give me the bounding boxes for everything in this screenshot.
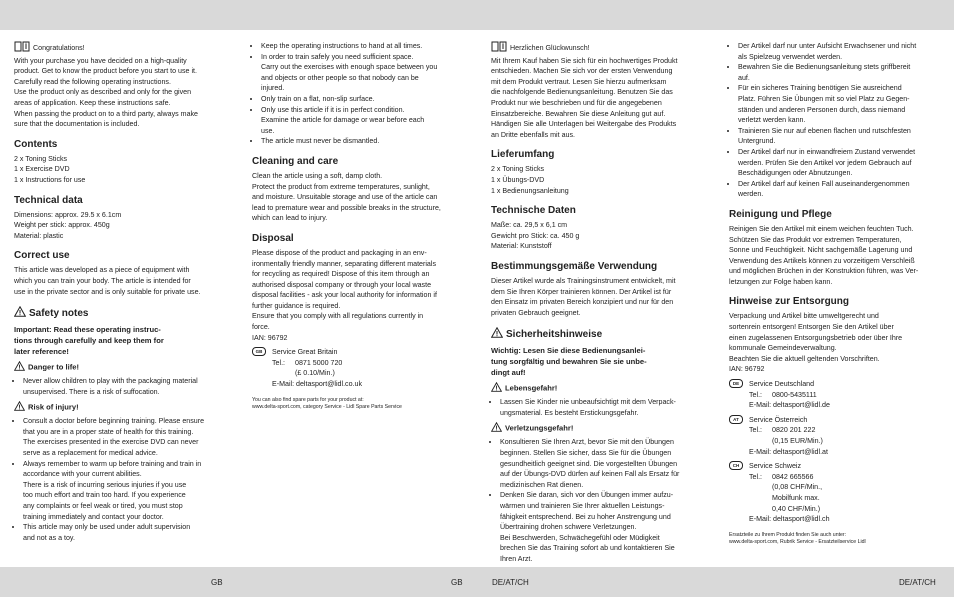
spare-parts-note: You can also find spare parts for your product at: www.delta-sport.com, category Service - Lidl Spare Parts Service xyxy=(252,396,402,411)
page-label-2: GB xyxy=(451,578,463,587)
country-badge: CH xyxy=(729,461,743,470)
intro-text: With your purchase you have decided on a high-quality product. Get to know the product before you start to use it. Carefully read the following operating instructions. Use the product only as described and only for the given areas of application. Keep these instructions safe. When passing the product on to a third party, always make sure that the documentation is included. xyxy=(14,56,199,129)
country-badge: GB xyxy=(252,347,266,356)
service-name: Service Schweiz xyxy=(749,462,802,471)
warning-icon xyxy=(14,306,26,321)
list-item: • This article may only be used under adult supervision and not as a toy. xyxy=(23,522,236,543)
important-note: Wichtig: Lesen Sie diese Bedienungsanlei- tung sorgfältig und bewahren Sie sie unbe- dingt auf! xyxy=(491,346,647,378)
technical-data-heading: Technische Daten xyxy=(491,205,576,217)
list-item: • Konsultieren Sie Ihren Arzt, bevor Sie mit den Übungen beginnen. Stellen Sie sicher, dass Sie für die Übungen gesundheitlich geeignet sind. Die vorgestellten Übungen auf der Übungs-DVD dürfen auf keinen Fall als Ersatz für medizinischen Rat dienen. xyxy=(500,437,713,490)
safety-list-continued xyxy=(252,41,474,147)
column-gb-1 xyxy=(14,41,236,543)
service-name: Service Great Britain xyxy=(272,348,338,357)
list-item: • Denken Sie daran, sich vor den Übungen immer aufzu- wärmen und trainieren Sie Ihrer aktuellen Leistungs- fähigkeit entsprechend. Bei zu hoher Anstrengung und Übertraining drohen schwere Verletzungen. Bei Beschwerden, Schwächegefühl oder Müdigkeit brechen Sie das Training sofort ab und kontaktieren Sie Ihren Arzt. xyxy=(500,490,713,564)
ian-number: IAN: 96792 xyxy=(729,365,765,374)
service-gb: GB Service Great Britain Tel.: 0871 5000 720 (£ 0.10/Min.) E-Mail: deltasport@lidl.co.uk xyxy=(252,347,474,389)
correct-use-heading: Bestimmungsgemäße Verwendung xyxy=(491,260,658,272)
contents-heading: Contents xyxy=(14,138,58,150)
warning-icon xyxy=(14,361,25,374)
danger-list xyxy=(14,376,236,397)
service-name: Service Deutschland xyxy=(749,380,815,389)
injury-heading: Verletzungsgefahr! xyxy=(491,422,713,435)
bottom-bar xyxy=(0,567,954,597)
column-de-1 xyxy=(491,41,713,565)
technical-data: Maße: ca. 29,5 x 6,1 cm Gewicht pro Stick: ca. 450 g Material: Kunststoff xyxy=(491,221,580,251)
congrats-text: Congratulations! xyxy=(33,44,85,53)
list-item: • Never allow children to play with the packaging material unsupervised. There is a risk of suffocation. xyxy=(23,376,236,397)
technical-data-heading: Technical data xyxy=(14,194,83,206)
service-email: E-Mail: deltasport@lidl.co.uk xyxy=(272,380,362,389)
country-badge: AT xyxy=(729,415,743,424)
correct-use-text: Dieser Artikel wurde als Trainingsinstrument entwickelt, mit dem Sie Ihren Körper trainieren können. Der Artikel ist für den Einsatz im privaten Bereich konzipiert und nur für den privaten Gebrauch geeignet. xyxy=(491,276,676,317)
cleaning-heading: Cleaning and care xyxy=(252,155,339,167)
service-ch: CH Service Schweiz Tel.: 0842 665566 (0,08 CHF/Min., Mobilfunk max. 0,40 CHF/Min.) E-Mail: deltasport@lidl.ch xyxy=(729,461,951,525)
danger-list xyxy=(491,397,713,418)
disposal-heading: Disposal xyxy=(252,232,294,244)
danger-heading: Danger to life! xyxy=(14,361,236,374)
list-item: • Der Artikel darf nur unter Aufsicht Erwachsener und nicht als Spielzeug verwendet werden. xyxy=(738,41,951,62)
list-item: • The article must never be dismantled. xyxy=(261,136,474,147)
cleaning-heading: Reinigung und Pflege xyxy=(729,208,832,220)
service-at: AT Service Österreich Tel.: 0820 201 222 (0,15 EUR/Min.) E-Mail: deltasport@lidl.at xyxy=(729,415,951,457)
contents-heading: Lieferumfang xyxy=(491,149,555,161)
safety-heading: Sicherheitshinweise xyxy=(491,327,713,342)
spare-parts-note: Ersatzteile zu Ihrem Produkt finden Sie auch unter: www.delta-sport.com, Rubrik Service - Ersatzteilservice Lidl xyxy=(729,531,866,546)
injury-heading: Risk of injury! xyxy=(14,401,236,414)
congrats-line xyxy=(14,41,236,56)
service-name: Service Österreich xyxy=(749,415,808,424)
warning-icon xyxy=(491,422,502,435)
disposal-text: Please dispose of the product and packaging in an env- ironmentally friendly manner, separating different materials for recycling as required! Dispose of this item through an authorised disposal company or through your local waste disposal facilities - ask your local authority for information if further guidance is required. Ensure that you comply with all regulations currently in force. xyxy=(252,248,437,332)
important-note: Important: Read these operating instruc- tions through carefully and keep them for later reference! xyxy=(14,325,164,357)
list-item: • Only train on a flat, non-slip surface. xyxy=(261,94,474,105)
list-item: • In order to train safely you need sufficient space. Carry out the exercises with enough space between you and objects or other people so that nobody can be injured. xyxy=(261,52,474,94)
danger-heading: Lebensgefahr! xyxy=(491,382,713,395)
list-item: • Lassen Sie Kinder nie unbeaufsichtigt mit dem Verpack- ungsmaterial. Es besteht Erstickungsgefahr. xyxy=(500,397,713,418)
disposal-heading: Hinweise zur Entsorgung xyxy=(729,296,850,308)
congrats-line xyxy=(491,41,713,56)
warning-icon xyxy=(491,327,503,342)
contents-list: 2 x Toning Sticks 1 x Exercise DVD 1 x Instructions for use xyxy=(14,154,86,184)
cleaning-text: Reinigen Sie den Artikel mit einem weichen feuchten Tuch. Schützen Sie das Produkt vor extremen Temperaturen, Sonne und Feuchtigkeit. Nicht sachgemäße Lagerung und Verwendung des Artikels können zu vorzeitigem Verschleiß und möglichen Brüchen in der Konstruktion führen, was Ver- letzungen zur Folge haben kann. xyxy=(729,224,919,286)
page-label-3: DE/AT/CH xyxy=(492,578,529,587)
page-label-4: DE/AT/CH xyxy=(899,578,936,587)
correct-use-text: This article was developed as a piece of equipment with which you can train your body. The article is intended for use in the private sector and is only suitable for private use. xyxy=(14,266,201,296)
warning-icon xyxy=(14,401,25,414)
list-item: • Only use this article if it is in perfect condition. Examine the article for damage or wear before each use. xyxy=(261,105,474,137)
list-item: • Bewahren Sie die Bedienungsanleitung stets griffbereit auf. xyxy=(738,62,951,83)
list-item: • Für ein sicheres Training benötigen Sie ausreichend Platz. Führen Sie Übungen mit so viel Platz zu Gegen- ständen und anderen Personen durch, dass niemand verletzt werden kann. xyxy=(738,83,951,125)
column-gb-2 xyxy=(252,41,474,412)
congrats-text: Herzlichen Glückwunsch! xyxy=(510,44,590,53)
safety-heading: Safety notes xyxy=(14,306,236,321)
list-item: • Der Artikel darf nur in einwandfreiem Zustand verwendet werden. Prüfen Sie den Artikel vor jedem Gebrauch auf Beschädigungen oder Abnutzungen. xyxy=(738,147,951,179)
safety-list-continued xyxy=(729,41,951,200)
service-email: E-Mail: deltasport@lidl.de xyxy=(749,401,830,410)
book-info-icon xyxy=(14,41,30,56)
cleaning-text: Clean the article using a soft, damp cloth. Protect the product from extreme temperatures, sunlight, and moisture. Unsuitable storage and use of the article can lead to premature wear and possible breaks in the structure, which can lead to injury. xyxy=(252,171,441,223)
contents-list: 2 x Toning Sticks 1 x Übungs-DVD 1 x Bedienungsanleitung xyxy=(491,165,569,195)
ian-number: IAN: 96792 xyxy=(252,333,288,342)
country-badge: DE xyxy=(729,379,743,388)
top-bar xyxy=(0,0,954,30)
column-de-2 xyxy=(729,41,951,547)
page-label-1: GB xyxy=(211,578,223,587)
list-item: • Der Artikel darf auf keinen Fall auseinandergenommen werden. xyxy=(738,179,951,200)
list-item: • Trainieren Sie nur auf ebenen flachen und rutschfesten Untergrund. xyxy=(738,126,951,147)
injury-list xyxy=(14,416,236,543)
service-email: E-Mail: deltasport@lidl.at xyxy=(749,447,828,456)
list-item: • Always remember to warm up before training and train in accordance with your current abilities. There is a risk of incurring serious injuries if you use too much effort and train too hard. If you experience any complaints or feel weak or tired, you must stop training immediately and contact your doctor. xyxy=(23,459,236,523)
injury-list xyxy=(491,437,713,564)
list-item: • Keep the operating instructions to hand at all times. xyxy=(261,41,474,52)
book-info-icon xyxy=(491,41,507,56)
intro-text: Mit Ihrem Kauf haben Sie sich für ein hochwertiges Produkt entschieden. Machen Sie sich vor der ersten Verwendung mit dem Produkt vertraut. Lesen Sie hierzu aufmerksam die nachfolgende Bedienungsanleitung. Benutzen Sie das Produkt nur wie beschrieben und für die angegebenen Einsatzbereiche. Bewahren Sie diese Anleitung gut auf. Händigen Sie alle Unterlagen bei Weitergabe des Produkts an Dritte ebenfalls mit aus. xyxy=(491,56,678,139)
service-email: E-Mail: deltasport@lidl.ch xyxy=(749,515,830,524)
service-de: DE Service Deutschland Tel.: 0800-5435111 E-Mail: deltasport@lidl.de xyxy=(729,379,951,411)
list-item: • Consult a doctor before beginning training. Please ensure that you are in a proper state of health for this training. The exercises presented in the exercise DVD can never serve as a replacement for medical advice. xyxy=(23,416,236,458)
disposal-text: Verpackung und Artikel bitte umweltgerecht und sortenrein entsorgen! Entsorgen Sie den Artikel über einen zugelassenen Entsorgungsbetrieb oder über Ihre kommunale Gemeindeverwaltung. Beachten Sie die aktuell geltenden Vorschriften. xyxy=(729,312,903,363)
technical-data: Dimensions: approx. 29.5 x 6.1cm Weight per stick: approx. 450g Material: plastic xyxy=(14,210,122,240)
warning-icon xyxy=(491,382,502,395)
correct-use-heading: Correct use xyxy=(14,250,70,262)
